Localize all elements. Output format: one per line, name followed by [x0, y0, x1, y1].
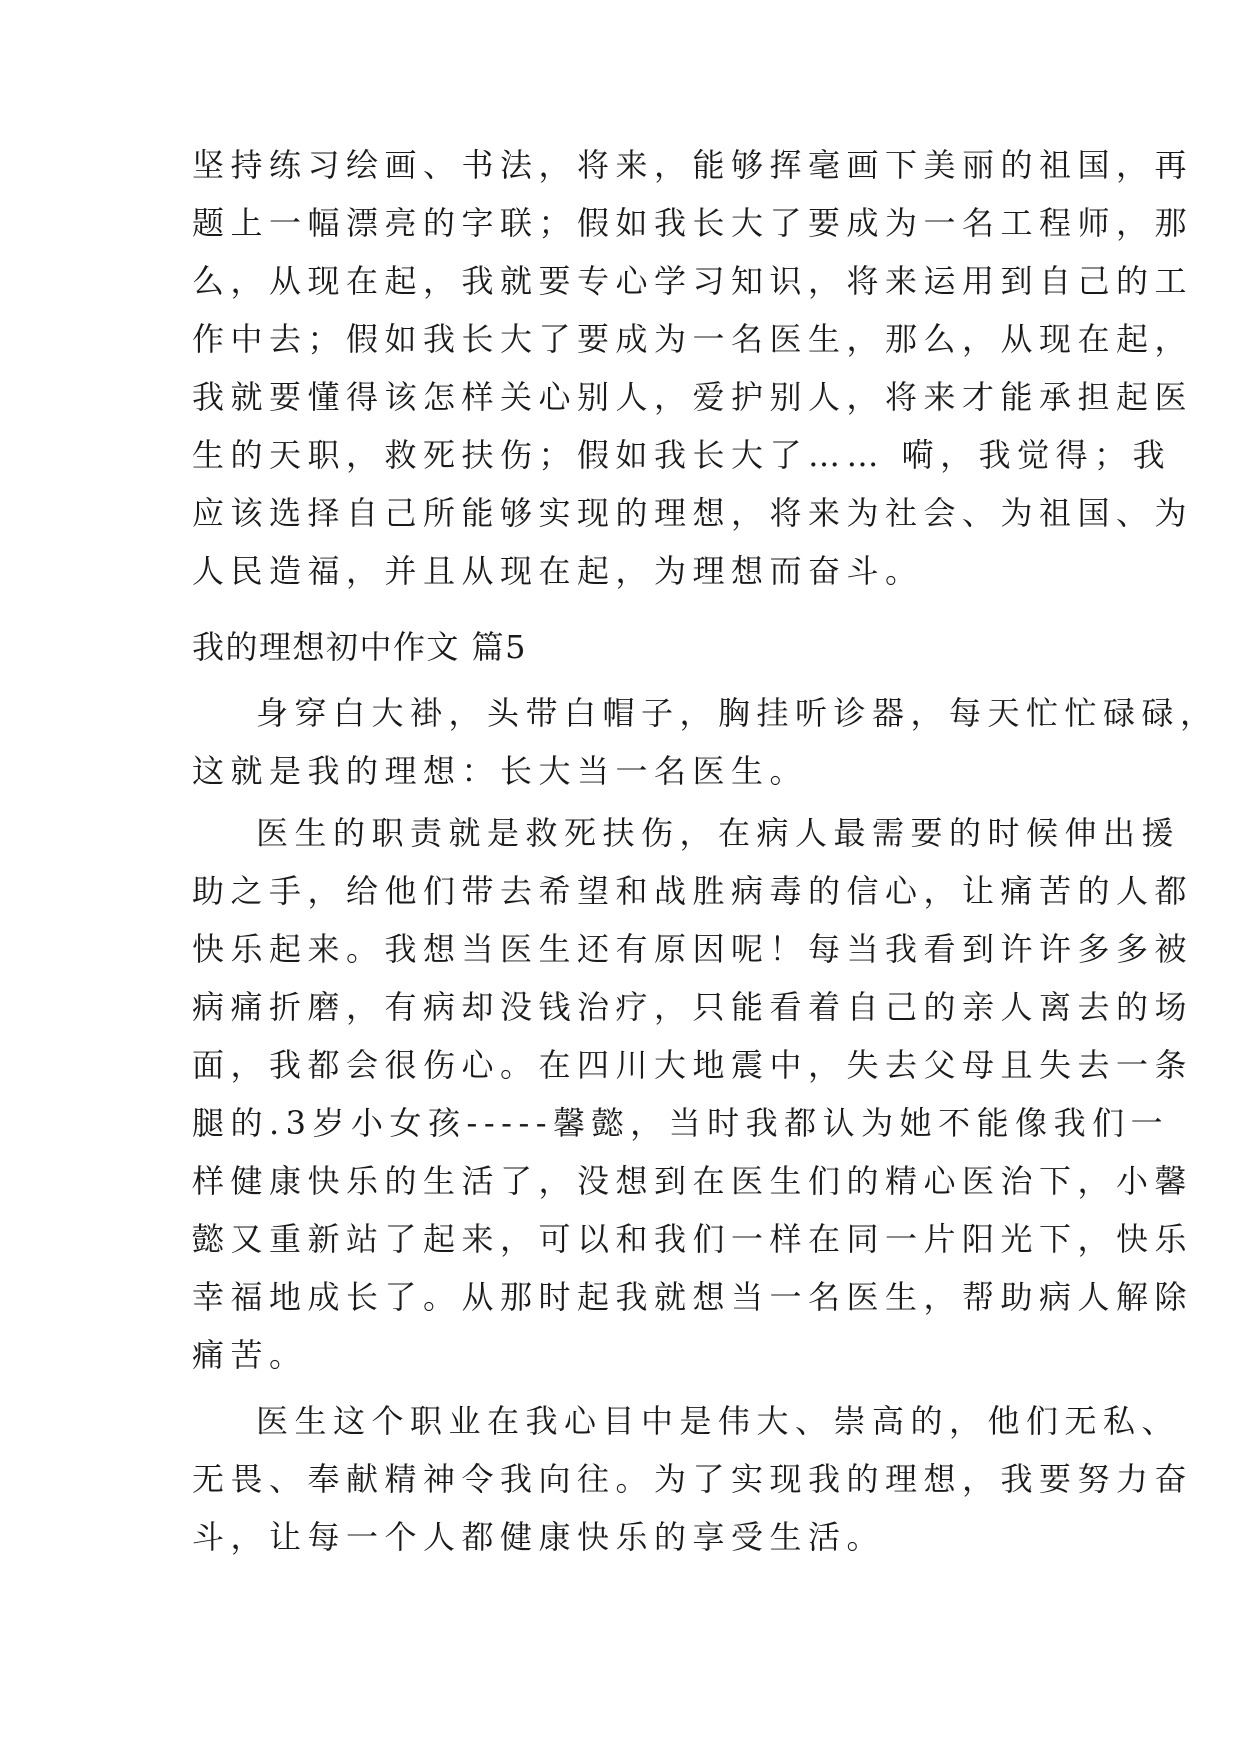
paragraph-line: 应该选择自己所能够实现的理想，将来为社会、为祖国、为 — [192, 494, 1194, 532]
paragraph-line: 坚持练习绘画、书法，将来，能够挥毫画下美丽的祖国，再 — [192, 146, 1194, 184]
continuation-paragraph — [192, 136, 1194, 600]
paragraph-line: 懿又重新站了起来，可以和我们一样在同一片阳光下，快乐 — [192, 1220, 1194, 1258]
paragraph-line: 么，从现在起，我就要专心学习知识，将来运用到自己的工 — [192, 262, 1194, 300]
paragraph-line: 医生这个职业在我心目中是伟大、崇高的，他们无私、 — [256, 1402, 1181, 1440]
paragraph-line: 病痛折磨，有病却没钱治疗，只能看着自己的亲人离去的场 — [192, 988, 1194, 1026]
paragraph-line: 斗，让每一个人都健康快乐的享受生活。 — [192, 1518, 886, 1556]
paragraph-line: 题上一幅漂亮的字联；假如我长大了要成为一名工程师，那 — [192, 204, 1194, 242]
paragraph-3 — [192, 1392, 1194, 1566]
paragraph-line: 人民造福，并且从现在起，为理想而奋斗。 — [192, 552, 924, 590]
paragraph-line: 痛苦。 — [192, 1336, 308, 1374]
paragraph-line: 助之手，给他们带去希望和战胜病毒的信心，让痛苦的人都 — [192, 872, 1194, 910]
section-heading-block — [192, 618, 1072, 676]
paragraph-line: 生的天职，救死扶伤；假如我长大了…… 嗬，我觉得；我 — [192, 436, 1172, 474]
section-heading: 我的理想初中作文 篇5 — [192, 628, 528, 666]
paragraph-line: 我就要懂得该怎样关心别人，爱护别人，将来才能承担起医 — [192, 378, 1194, 416]
paragraph-line: 作中去；假如我长大了要成为一名医生，那么，从现在起， — [192, 320, 1194, 358]
paragraph-1 — [192, 684, 1219, 800]
paragraph-line: 腿的.3岁小女孩-----馨懿，当时我都认为她不能像我们一 — [192, 1104, 1170, 1142]
paragraph-line: 无畏、奉献精神令我向往。为了实现我的理想，我要努力奋 — [192, 1460, 1194, 1498]
paragraph-line: 身穿白大褂，头带白帽子，胸挂听诊器，每天忙忙碌碌， — [256, 694, 1219, 732]
paragraph-line: 快乐起来。我想当医生还有原因呢！每当我看到许许多多被 — [192, 930, 1194, 968]
paragraph-line: 幸福地成长了。从那时起我就想当一名医生，帮助病人解除 — [192, 1278, 1194, 1316]
paragraph-2 — [192, 804, 1194, 1384]
paragraph-line: 面，我都会很伤心。在四川大地震中，失去父母且失去一条 — [192, 1046, 1194, 1084]
paragraph-line: 医生的职责就是救死扶伤，在病人最需要的时候伸出援 — [256, 814, 1181, 852]
paragraph-line: 这就是我的理想：长大当一名医生。 — [192, 752, 809, 790]
paragraph-line: 样健康快乐的生活了，没想到在医生们的精心医治下，小馨 — [192, 1162, 1194, 1200]
